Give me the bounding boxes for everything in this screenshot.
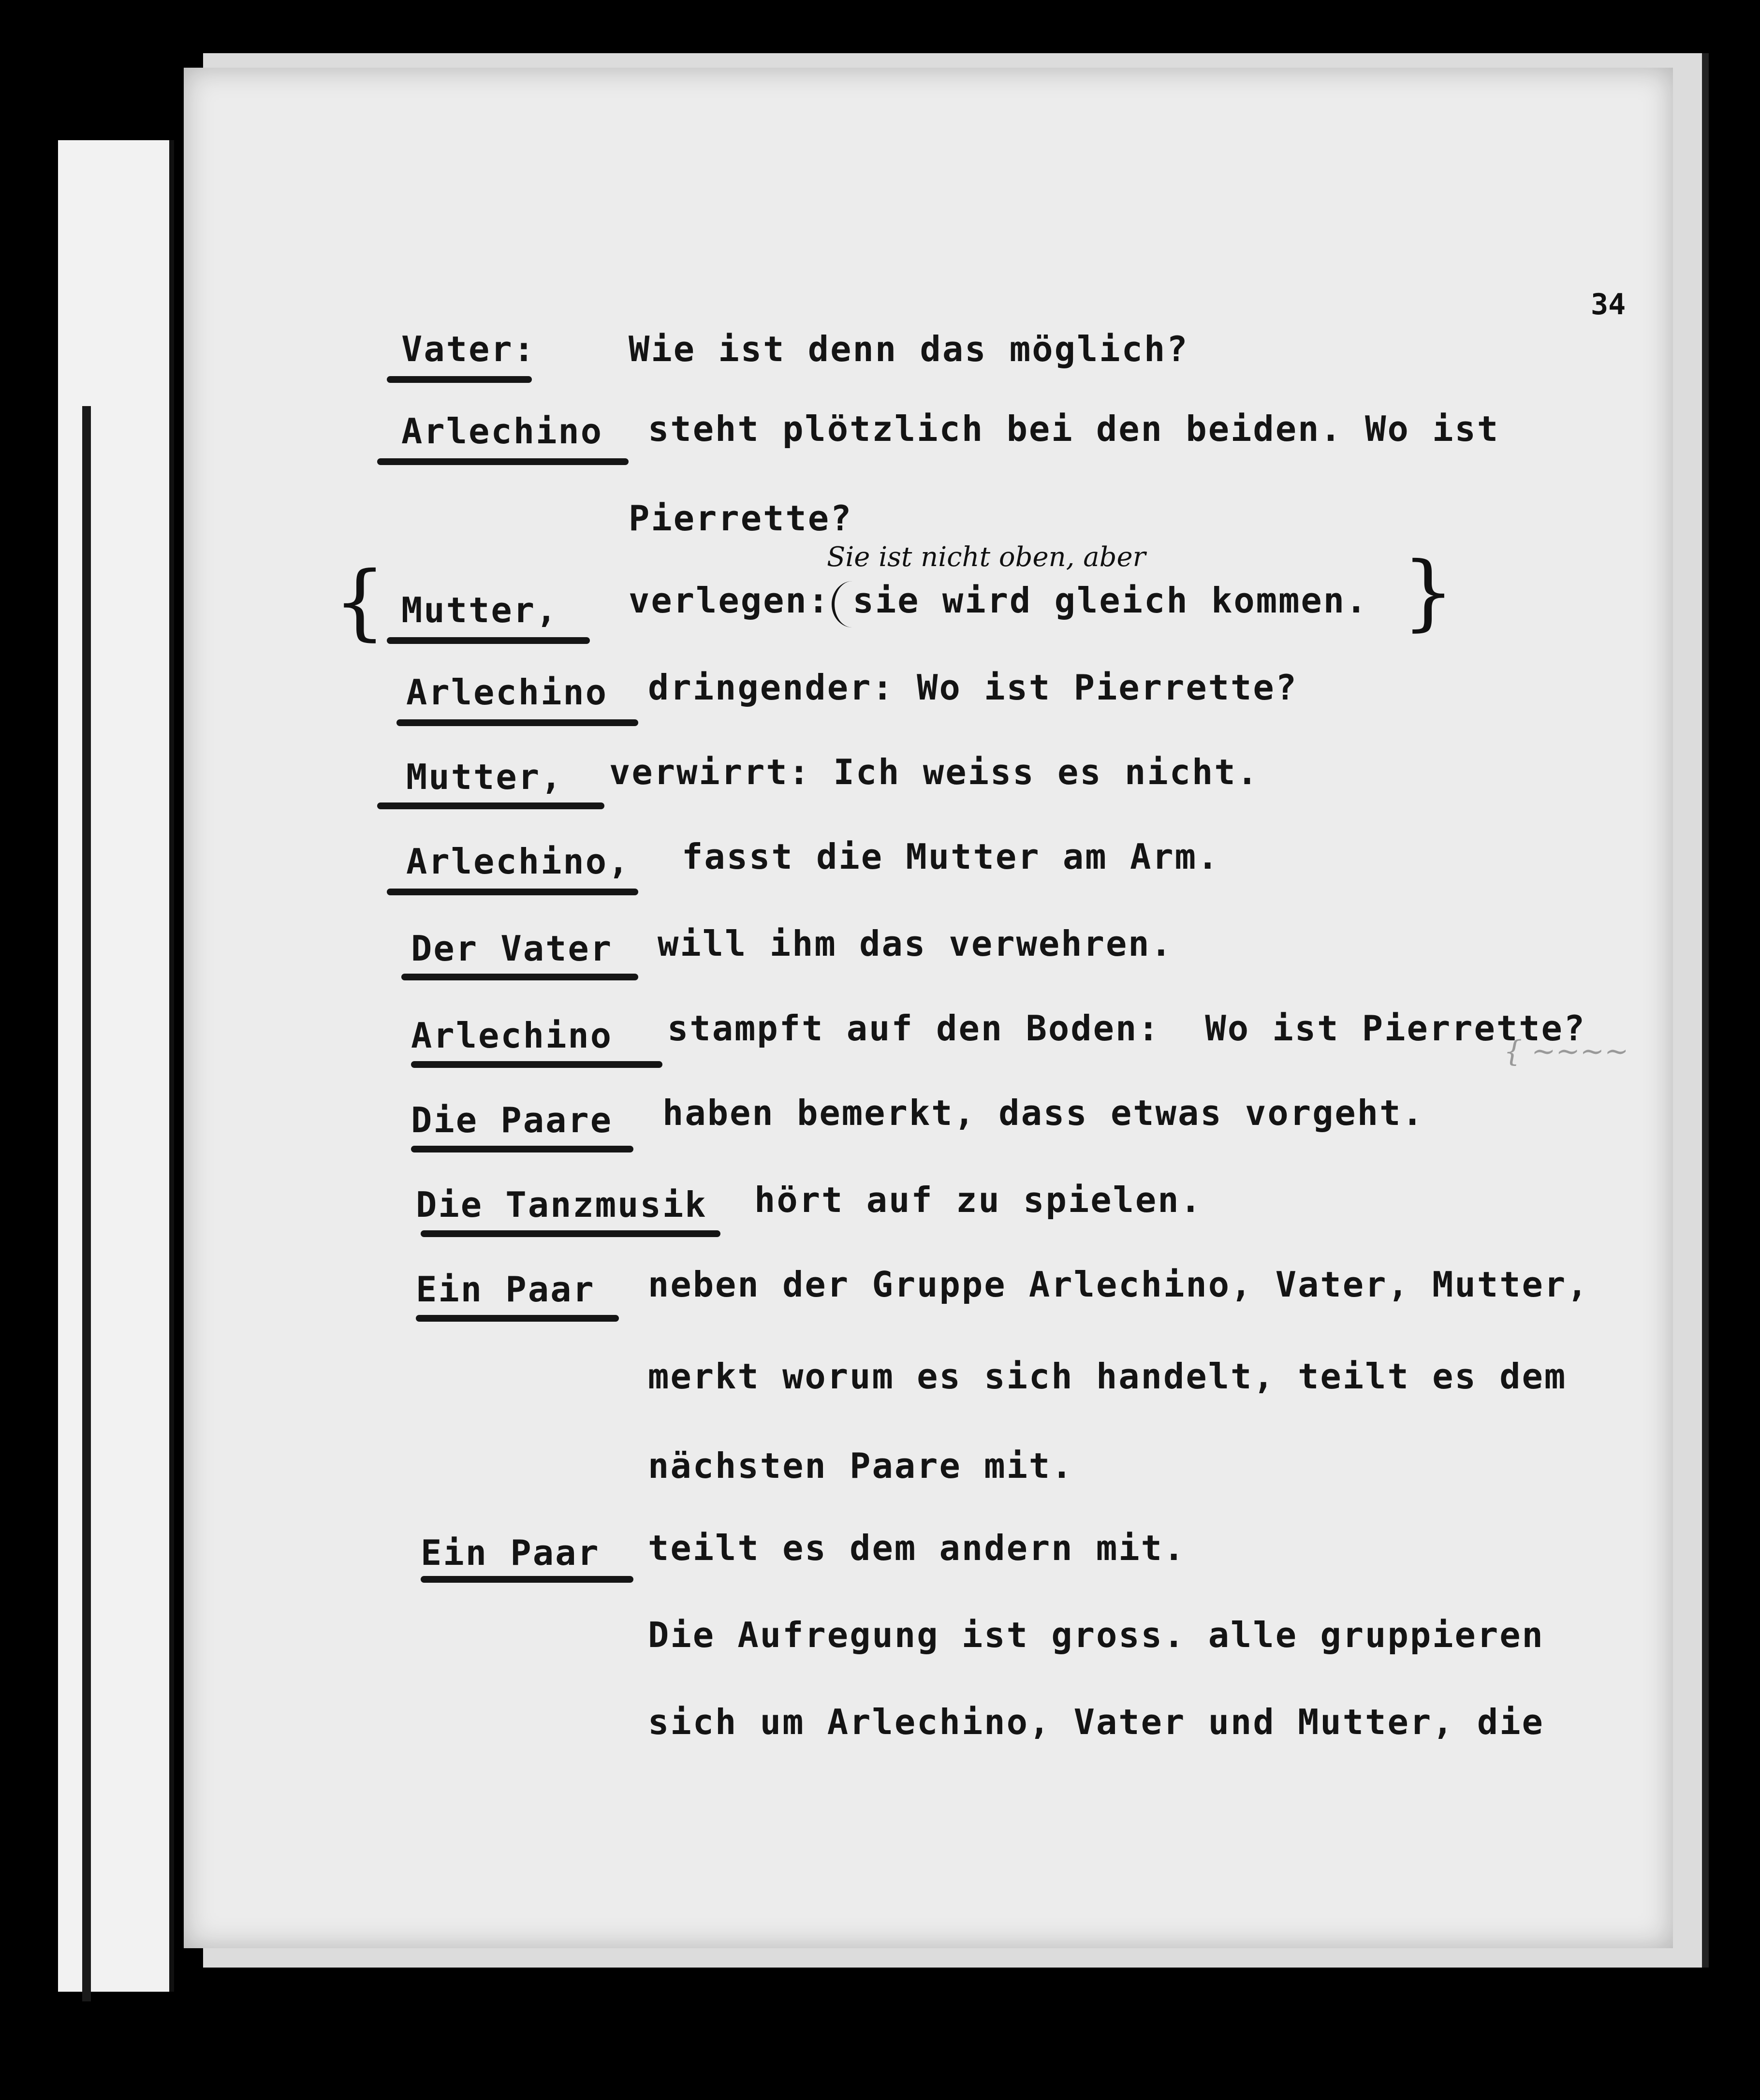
speaker-underline [387, 637, 590, 644]
stage-line: neben der Gruppe Arlechino, Vater, Mutter, [648, 1264, 1589, 1305]
stage-line: fasst die Mutter am Arm. [682, 836, 1220, 877]
stage-line: Wie ist denn das möglich? [629, 329, 1189, 369]
speaker-label: Arlechino [411, 1015, 613, 1056]
stage-line: hört auf zu spielen. [754, 1180, 1203, 1220]
typescript-page [184, 68, 1673, 1948]
bound-sheet-stack [58, 140, 174, 1992]
speaker-underline [411, 1061, 662, 1068]
speaker-label: Mutter, [406, 757, 563, 797]
speaker-label: Die Tanzmusik [416, 1184, 707, 1225]
stage-line: stampft auf den Boden: Wo ist Pierrette? [667, 1008, 1586, 1049]
stage-line: teilt es dem andern mit. [648, 1528, 1186, 1568]
right-brace-mark: } [1402, 544, 1455, 640]
insertion-mark [832, 581, 873, 627]
stage-line: verlegen: sie wird gleich kommen. [629, 580, 1368, 621]
speaker-label: Arlechino [401, 411, 603, 452]
stage-line: nächsten Paare mit. [648, 1445, 1074, 1486]
speaker-label: Die Paare [411, 1100, 613, 1140]
stage-line: sich um Arlechino, Vater und Mutter, die [648, 1702, 1544, 1742]
stage-line: Die Aufregung ist gross. alle gruppieren [648, 1615, 1544, 1655]
stage-line: haben bemerkt, dass etwas vorgeht. [662, 1093, 1424, 1133]
speaker-underline [421, 1576, 633, 1583]
speaker-label: Ein Paar [416, 1269, 595, 1310]
speaker-underline [421, 1230, 720, 1237]
speaker-label: Der Vater [411, 928, 613, 969]
speaker-underline [377, 458, 629, 465]
left-brace-mark: { [334, 554, 386, 650]
stage-line: merkt worum es sich handelt, teilt es dem [648, 1356, 1567, 1397]
speaker-underline [377, 802, 604, 809]
speaker-underline [411, 1146, 633, 1152]
speaker-underline [401, 974, 638, 980]
margin-note-faint: { ~~~~ [1504, 1035, 1629, 1068]
stage-line: verwirrt: Ich weiss es nicht. [609, 752, 1260, 792]
page-number: 34 [1591, 288, 1626, 321]
speaker-label: Mutter, [401, 590, 558, 630]
sheet-stack-edge [82, 406, 91, 2001]
stage-line: steht plötzlich bei den beiden. Wo ist [648, 408, 1500, 449]
speaker-label: Vater: [401, 329, 536, 369]
speaker-underline [396, 719, 638, 726]
speaker-underline [387, 889, 638, 895]
stage-line: Pierrette? [629, 498, 853, 539]
speaker-underline [416, 1315, 619, 1322]
speaker-label: Arlechino, [406, 841, 631, 882]
stage-line: dringender: Wo ist Pierrette? [648, 667, 1298, 708]
speaker-underline [387, 376, 532, 383]
stage-line: will ihm das verwehren. [658, 923, 1173, 964]
handwritten-insertion: Sie ist nicht oben, aber [827, 541, 1146, 573]
speaker-label: Arlechino [406, 672, 608, 713]
speaker-label: Ein Paar [421, 1532, 600, 1573]
